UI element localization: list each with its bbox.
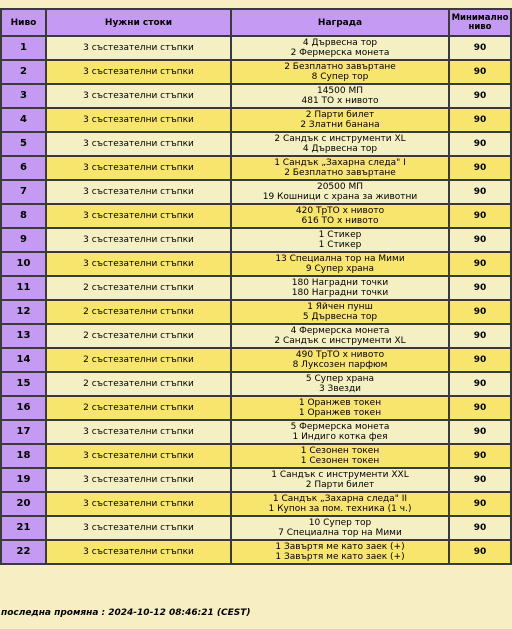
cell-reward [231, 108, 449, 132]
reward-line: 4 Фермерска монета [290, 326, 390, 336]
reward-line: 1 Завъртя ме като заек (+) [275, 542, 405, 552]
reward-line: 1 Сезонен токен [300, 446, 380, 456]
table-row [1, 444, 511, 468]
cell-required-goods: 2 състезателни стъпки [46, 372, 231, 396]
cell-reward [231, 540, 449, 564]
cell-reward [231, 396, 449, 420]
cell-reward [231, 348, 449, 372]
reward-line: 2 Парти билет [305, 110, 375, 120]
cell-min-level: 90 [449, 84, 511, 108]
reward-line: 7 Специална тор на Мими [278, 528, 402, 538]
table-row [1, 228, 511, 252]
table-row [1, 348, 511, 372]
reward-line: 2 Сандък с инструменти XL [274, 336, 406, 346]
reward-line: 616 ТО х нивото [301, 216, 379, 226]
table-row [1, 84, 511, 108]
cell-reward [231, 252, 449, 276]
cell-required-goods: 3 състезателни стъпки [46, 108, 231, 132]
header-required-goods: Нужни стоки [46, 9, 231, 36]
table-row [1, 324, 511, 348]
reward-line: 1 Завъртя ме като заек (+) [275, 552, 405, 562]
cell-required-goods: 3 състезателни стъпки [46, 156, 231, 180]
cell-required-goods: 3 състезателни стъпки [46, 84, 231, 108]
cell-required-goods: 3 състезателни стъпки [46, 420, 231, 444]
cell-reward [231, 180, 449, 204]
cell-min-level: 90 [449, 468, 511, 492]
cell-min-level: 90 [449, 420, 511, 444]
reward-line: 1 Индиго котка фея [292, 432, 388, 442]
reward-line: 1 Сезонен токен [300, 456, 380, 466]
cell-reward [231, 84, 449, 108]
cell-min-level: 90 [449, 492, 511, 516]
header-min-level: Минимално ниво [449, 9, 511, 36]
reward-line: 5 Дървесна тор [302, 312, 378, 322]
cell-reward [231, 204, 449, 228]
reward-line: 4 Дървесна тор [302, 38, 378, 48]
cell-required-goods: 2 състезателни стъпки [46, 276, 231, 300]
table-body [1, 36, 511, 564]
cell-min-level: 90 [449, 156, 511, 180]
cell-min-level: 90 [449, 108, 511, 132]
cell-min-level: 90 [449, 60, 511, 84]
table-row [1, 36, 511, 60]
reward-line: 14500 МП [316, 86, 364, 96]
cell-required-goods: 2 състезателни стъпки [46, 396, 231, 420]
reward-line: 13 Специална тор на Мими [275, 254, 405, 264]
cell-min-level: 90 [449, 252, 511, 276]
cell-required-goods: 2 състезателни стъпки [46, 324, 231, 348]
cell-reward [231, 516, 449, 540]
reward-line: 8 Супер тор [311, 72, 369, 82]
cell-min-level: 90 [449, 36, 511, 60]
table-row [1, 300, 511, 324]
reward-line: 9 Супер храна [305, 264, 375, 274]
reward-line: 490 ТрТО х нивото [295, 350, 385, 360]
reward-line: 1 Стикер [318, 230, 362, 240]
cell-min-level: 90 [449, 204, 511, 228]
reward-line: 180 Наградни точки [291, 278, 389, 288]
reward-line: 2 Парти билет [305, 480, 375, 490]
reward-line: 1 Купон за пом. техника (1 ч.) [268, 504, 412, 514]
cell-min-level: 90 [449, 324, 511, 348]
cell-required-goods: 3 състезателни стъпки [46, 492, 231, 516]
cell-level: 9 [1, 228, 46, 252]
cell-required-goods: 3 състезателни стъпки [46, 444, 231, 468]
cell-min-level: 90 [449, 516, 511, 540]
cell-reward [231, 36, 449, 60]
table-row [1, 108, 511, 132]
cell-level: 11 [1, 276, 46, 300]
cell-reward [231, 420, 449, 444]
cell-level: 15 [1, 372, 46, 396]
cell-required-goods: 3 състезателни стъпки [46, 132, 231, 156]
cell-required-goods: 3 състезателни стъпки [46, 252, 231, 276]
cell-min-level: 90 [449, 132, 511, 156]
table-row [1, 60, 511, 84]
cell-level: 22 [1, 540, 46, 564]
cell-min-level: 90 [449, 276, 511, 300]
cell-required-goods: 2 състезателни стъпки [46, 348, 231, 372]
reward-line: 2 Безплатно завъртане [284, 62, 396, 72]
cell-level: 13 [1, 324, 46, 348]
cell-level: 17 [1, 420, 46, 444]
table-row [1, 252, 511, 276]
reward-line: 1 Сандък „Захарна следа" I [274, 158, 406, 168]
reward-line: 8 Луксозен парфюм [292, 360, 388, 370]
reward-line: 481 ТО х нивото [301, 96, 379, 106]
cell-min-level: 90 [449, 372, 511, 396]
cell-level: 14 [1, 348, 46, 372]
cell-min-level: 90 [449, 180, 511, 204]
cell-level: 21 [1, 516, 46, 540]
cell-level: 4 [1, 108, 46, 132]
table-row [1, 516, 511, 540]
cell-reward [231, 444, 449, 468]
table-row [1, 420, 511, 444]
cell-required-goods: 3 състезателни стъпки [46, 516, 231, 540]
cell-level: 16 [1, 396, 46, 420]
cell-min-level: 90 [449, 540, 511, 564]
last-change-footer: последна промяна : 2024-10-12 08:46:21 (CEST) [1, 608, 251, 618]
table-row [1, 396, 511, 420]
cell-min-level: 90 [449, 396, 511, 420]
reward-line: 2 Сандък с инструменти XL [274, 134, 406, 144]
cell-level: 20 [1, 492, 46, 516]
rewards-table [0, 8, 512, 565]
reward-line: 19 Кошници с храна за животни [262, 192, 418, 202]
cell-level: 3 [1, 84, 46, 108]
cell-level: 10 [1, 252, 46, 276]
cell-required-goods: 3 състезателни стъпки [46, 180, 231, 204]
cell-level: 18 [1, 444, 46, 468]
cell-min-level: 90 [449, 228, 511, 252]
cell-reward [231, 228, 449, 252]
cell-required-goods: 3 състезателни стъпки [46, 36, 231, 60]
reward-line: 1 Оранжев токен [298, 398, 382, 408]
cell-required-goods: 3 състезателни стъпки [46, 60, 231, 84]
cell-level: 2 [1, 60, 46, 84]
cell-reward [231, 468, 449, 492]
cell-reward [231, 300, 449, 324]
cell-reward [231, 276, 449, 300]
reward-line: 4 Дървесна тор [302, 144, 378, 154]
reward-line: 10 Супер тор [308, 518, 372, 528]
table-row [1, 204, 511, 228]
table-row [1, 276, 511, 300]
cell-min-level: 90 [449, 348, 511, 372]
cell-required-goods: 3 състезателни стъпки [46, 468, 231, 492]
cell-min-level: 90 [449, 444, 511, 468]
table-row [1, 468, 511, 492]
header-reward: Награда [231, 9, 449, 36]
cell-reward [231, 60, 449, 84]
table-row [1, 132, 511, 156]
cell-level: 8 [1, 204, 46, 228]
reward-line: 1 Сандък „Захарна следа" II [272, 494, 408, 504]
header-level: Ниво [1, 9, 46, 36]
reward-line: 2 Безплатно завъртане [284, 168, 396, 178]
cell-required-goods: 3 състезателни стъпки [46, 540, 231, 564]
cell-required-goods: 3 състезателни стъпки [46, 204, 231, 228]
cell-reward [231, 492, 449, 516]
cell-level: 6 [1, 156, 46, 180]
cell-level: 7 [1, 180, 46, 204]
reward-line: 5 Супер храна [305, 374, 375, 384]
table-header-row [1, 9, 511, 36]
reward-line: 2 Фермерска монета [290, 48, 390, 58]
cell-level: 19 [1, 468, 46, 492]
cell-reward [231, 156, 449, 180]
table-row [1, 156, 511, 180]
cell-level: 1 [1, 36, 46, 60]
table-row [1, 492, 511, 516]
cell-min-level: 90 [449, 300, 511, 324]
reward-line: 3 Звезди [318, 384, 362, 394]
table-row [1, 180, 511, 204]
cell-reward [231, 132, 449, 156]
reward-line: 20500 МП [316, 182, 364, 192]
reward-line: 5 Фермерска монета [290, 422, 390, 432]
table-row [1, 372, 511, 396]
cell-required-goods: 2 състезателни стъпки [46, 300, 231, 324]
reward-line: 1 Сандък с инструменти XXL [271, 470, 409, 480]
reward-line: 420 ТрТО х нивото [295, 206, 385, 216]
reward-line: 1 Стикер [318, 240, 362, 250]
cell-reward [231, 324, 449, 348]
cell-level: 5 [1, 132, 46, 156]
cell-reward [231, 372, 449, 396]
table-row [1, 540, 511, 564]
cell-level: 12 [1, 300, 46, 324]
reward-line: 1 Оранжев токен [298, 408, 382, 418]
reward-line: 180 Наградни точки [291, 288, 389, 298]
cell-required-goods: 3 състезателни стъпки [46, 228, 231, 252]
reward-line: 2 Златни банана [300, 120, 380, 130]
reward-line: 1 Яйчен пунш [307, 302, 373, 312]
